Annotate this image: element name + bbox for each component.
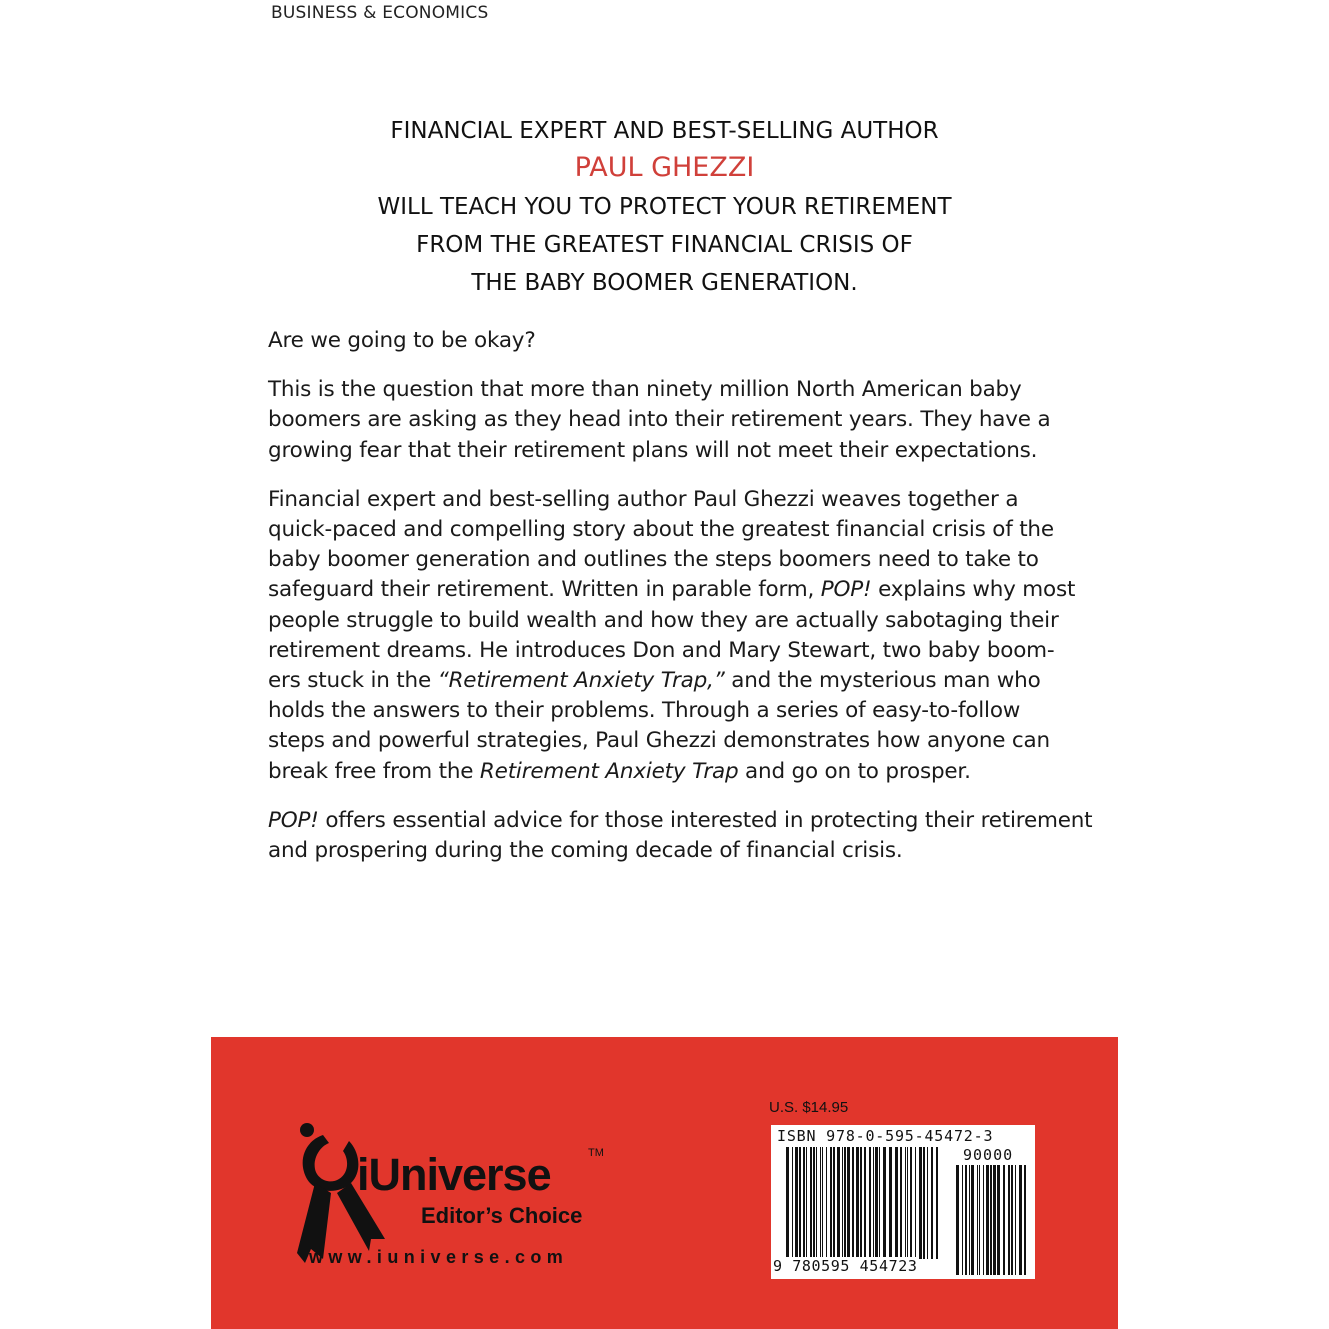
website-url: www.iuniverse.com [309, 1247, 569, 1267]
barcode-bar [962, 1165, 963, 1275]
barcode-bar [990, 1165, 992, 1275]
text-run: break free from the [268, 758, 480, 784]
barcode-bar [997, 1165, 1000, 1275]
text-line: Are we going to be okay? [268, 328, 536, 353]
barcode-bar [1019, 1165, 1022, 1275]
text-line: retirement dreams. He introduces Don and Mary Stewart, two baby boom- [268, 637, 1055, 663]
italic-term: Retirement Anxiety Trap [479, 758, 739, 784]
book-title: POP! [268, 807, 319, 833]
publisher-panel [211, 1037, 1118, 1329]
barcode-bar [895, 1147, 898, 1259]
logo-wordmark: iUniverse [357, 1149, 551, 1200]
barcode-bar [813, 1147, 815, 1259]
paragraph [268, 485, 1076, 787]
barcode-bar [822, 1147, 823, 1259]
text-run: offers essential advice for those interested in protecting their retirement [318, 807, 1093, 833]
text-line: holds the answers to their problems. Through a series of easy-to-follow [268, 698, 1021, 724]
text-line: and prospering during the coming decade of financial crisis. [268, 838, 903, 864]
barcode-bar [979, 1165, 980, 1275]
barcode-bar [847, 1147, 850, 1259]
barcode-bar [810, 1147, 812, 1259]
barcode-bar [873, 1147, 874, 1259]
blurb [268, 326, 1093, 885]
barcode-bar [795, 1147, 798, 1259]
barcode-bar [856, 1147, 859, 1259]
barcode-bar [816, 1147, 817, 1259]
text-run: and go on to prosper. [738, 758, 971, 784]
barcode-bar [803, 1147, 805, 1259]
isbn-label: ISBN 978-0-595-45472-3 [777, 1127, 994, 1145]
addon-code: 90000 [963, 1146, 1014, 1164]
barcode-bar [786, 1147, 789, 1259]
text-run: explains why most [871, 577, 1076, 603]
barcode-bar [820, 1147, 821, 1259]
italic-term: “Retirement Anxiety Trap,” [437, 668, 725, 694]
text-run: ers stuck in the [268, 668, 438, 694]
text-line [268, 806, 1093, 836]
paragraph [268, 375, 1068, 466]
category-label: BUSINESS & ECONOMICS [271, 3, 489, 23]
barcode-addon [955, 1165, 1027, 1275]
barcode-bar [927, 1147, 928, 1259]
text-line: people struggle to build wealth and how they are actually sabotaging their [268, 607, 1059, 633]
paragraph [268, 806, 1093, 866]
text-line [268, 757, 1068, 787]
barcode-bar [1015, 1165, 1016, 1275]
author-name: PAUL GHEZZI [574, 152, 755, 183]
headline-line: WILL TEACH YOU TO PROTECT YOUR RETIREMENT [377, 194, 952, 220]
barcode-bar [905, 1147, 906, 1259]
barcode-bar [965, 1165, 967, 1275]
barcode-bar [889, 1147, 892, 1259]
text-line: steps and powerful strategies, Paul Ghezzi demonstrates how anyone can [268, 728, 1050, 754]
headline-line: FROM THE GREATEST FINANCIAL CRISIS OF [416, 232, 913, 258]
headline-line: THE BABY BOOMER GENERATION. [471, 270, 858, 296]
barcode-bar [1008, 1165, 1010, 1275]
text-line: growing fear that their retirement plans will not meet their expectations. [268, 437, 1038, 463]
text-line: quick-paced and compelling story about the greatest financial crisis of the [268, 517, 1054, 543]
headline [0, 112, 1329, 302]
text-line: baby boomer generation and outlines the steps boomers need to take to [268, 547, 1039, 573]
text-run: safeguard their retirement. Written in parable form, [268, 577, 821, 603]
barcode-bar [842, 1147, 843, 1259]
barcode-bar [844, 1147, 846, 1259]
barcode-bar [923, 1147, 925, 1259]
barcode-bar [919, 1147, 922, 1259]
barcode-bar [956, 1165, 959, 1275]
barcode-bar [1011, 1165, 1013, 1275]
barcode-bar [879, 1147, 880, 1259]
barcode-bar [799, 1147, 801, 1259]
book-title: POP! [820, 577, 872, 603]
text-line: Financial expert and best-selling author Paul Ghezzi weaves together a [268, 486, 1019, 512]
barcode-bar [875, 1147, 878, 1259]
barcode-bar [864, 1147, 866, 1259]
barcode-bar [833, 1147, 835, 1259]
barcode-main [785, 1147, 941, 1259]
barcode-bar [900, 1147, 902, 1259]
text-line: boomers are asking as they head into their retirement years. They have a [268, 407, 1051, 433]
imprint-name: Editor’s Choice [421, 1203, 583, 1228]
barcode-bar [931, 1147, 933, 1259]
barcode-box [771, 1125, 1035, 1279]
barcode-bar [837, 1147, 840, 1259]
barcode-bar [986, 1165, 989, 1275]
barcode-bar [910, 1147, 912, 1259]
barcode-digits: 9 780595 454723 [773, 1257, 918, 1275]
price-label: U.S. $14.95 [769, 1099, 849, 1116]
text-run: and the mysterious man who [724, 668, 1041, 694]
barcode-bar [969, 1165, 970, 1275]
paragraph [268, 326, 1068, 356]
barcode-bar [983, 1165, 984, 1275]
headline-line: FINANCIAL EXPERT AND BEST-SELLING AUTHOR [390, 118, 939, 144]
text-line [268, 666, 1068, 696]
barcode-bar [806, 1147, 807, 1259]
barcode-bar [792, 1147, 793, 1259]
barcode-bar [852, 1147, 854, 1259]
barcode-bar [1003, 1165, 1005, 1275]
text-line [268, 575, 1076, 605]
barcode-bar [971, 1165, 974, 1275]
barcode-bar [1024, 1165, 1026, 1275]
barcode-bar [830, 1147, 832, 1259]
barcode-bar [860, 1147, 862, 1259]
trademark-mark: TM [588, 1147, 604, 1159]
barcode-bar [869, 1147, 871, 1259]
barcode-bar [883, 1147, 886, 1259]
barcode-bar [977, 1165, 978, 1275]
barcode-bar [826, 1147, 827, 1259]
barcode-bar [936, 1147, 938, 1259]
text-line: This is the question that more than ninety million North American baby [268, 377, 1022, 403]
barcode-bar [915, 1147, 916, 1259]
barcode-bar [907, 1147, 908, 1259]
barcode-bar [993, 1165, 996, 1275]
